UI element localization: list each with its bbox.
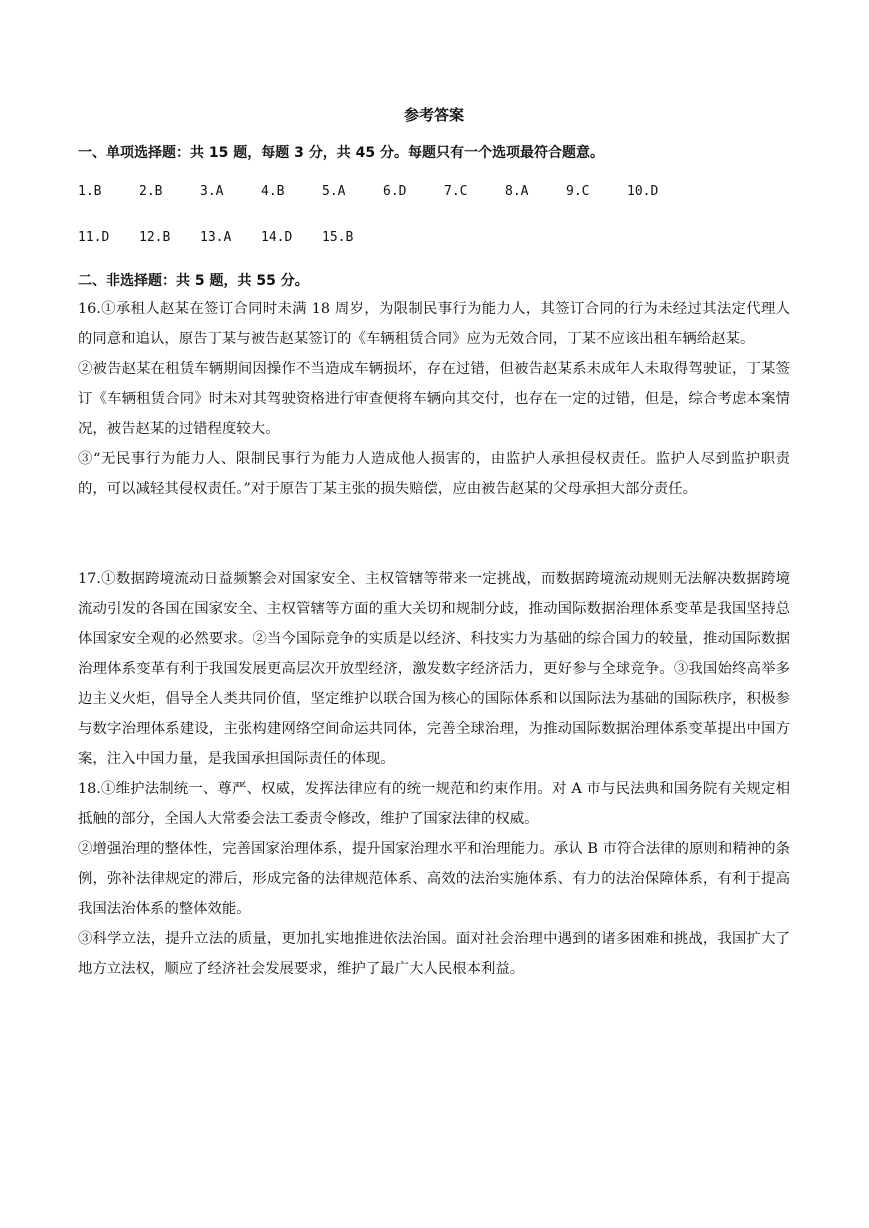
answer-item: 11.D [78,230,110,245]
question-18-paragraph-3: ③科学立法，提升立法的质量，更加扎实地推进依法治国。面对社会治理中遇到的诸多困难和挑战，我国扩大了地方立法权，顺应了经济社会发展要求，维护了最广大人民根本利益。 [78,931,790,977]
answer-item: 9.C [566,184,590,199]
answer-item: 14.D [261,230,293,245]
blank-spacer [78,504,790,564]
question-16-paragraph-3: ③“无民事行为能力人、限制民事行为能力人造成他人损害的，由监护人承担侵权责任。监护人尽到监护职责的，可以减轻其侵权责任。”对于原告丁某主张的损失赔偿，应由被告赵某的父母承担大部分责任。 [78,451,790,497]
answer-document [78,104,790,984]
question-16-paragraph-2: ②被告赵某在租赁车辆期间因操作不当造成车辆损坏，存在过错，但被告赵某系未成年人未取得驾驶证，丁某签订《车辆租赁合同》时未对其驾驶资格进行审查便将车辆向其交付，也存在一定的过错，但是，综合考虑本案情况，被告赵某的过错程度较大。 [78,361,790,437]
question-16-paragraph-1: 16.①承租人赵某在签订合同时未满 18 周岁，为限制民事行为能力人，其签订合同的行为未经过其法定代理人的同意和追认，原告丁某与被告赵某签订的《车辆租赁合同》应为无效合同，丁某不应该出租车辆给赵某。 [78,301,790,347]
answer-item: 4.B [261,184,285,199]
answer-item: 10.D [627,184,659,199]
page-title: 参考答案 [403,106,464,124]
answer-item: 1.B [78,184,102,199]
section-2-heading: 二、非选择题：共 5 题，共 55 分。 [78,273,309,289]
question-17-paragraph: 17.①数据跨境流动日益频繁会对国家安全、主权管辖等带来一定挑战，而数据跨境流动规则无法解决数据跨境流动引发的各国在国家安全、主权管辖等方面的重大关切和规制分歧，推动国际数据治理体系变革是我国坚持总体国家安全观的必然要求。②当今国际竞争的实质是以经济、科技实力为基础的综合国力的较量，推动国际数据治理体系变革有利于我国发展更高层次开放型经济，激发数字经济活力，更好参与全球竞争。③我国始终高举多边主义火炬，倡导全人类共同价值，坚定维护以联合国为核心的国际体系和以国际法为基础的国际秩序，积极参与数字治理体系建设，主张构建网络空间命运共同体，完善全球治理，为推动国际数据治理体系变革提出中国方案，注入中国力量，是我国承担国际责任的体现。 [78,571,790,767]
answer-item: 15.B [322,230,354,245]
answer-row-2 [78,228,790,248]
question-18-paragraph-2: ②增强治理的整体性，完善国家治理体系，提升国家治理水平和治理能力。承认 B 市符合法律的原则和精神的条例，弥补法律规定的滞后，形成完备的法律规范体系、高效的法治实施体系、有力的法治保障体系，有利于提高我国法治体系的整体效能。 [78,841,790,917]
answer-item: 8.A [505,184,529,199]
answer-item: 2.B [139,184,163,199]
question-18-paragraph-1: 18.①维护法制统一、尊严、权威，发挥法律应有的统一规范和约束作用。对 A 市与民法典和国务院有关规定相抵触的部分，全国人大常委会法工委责令修改，维护了国家法律的权威。 [78,781,790,827]
answer-row-1 [78,182,790,202]
answer-item: 6.D [383,184,407,199]
answer-item: 3.A [200,184,224,199]
section-1-heading: 一、单项选择题：共 15 题，每题 3 分，共 45 分。每题只有一个选项最符合题意。 [78,145,604,161]
answer-item: 5.A [322,184,346,199]
answer-item: 12.B [139,230,171,245]
answer-item: 13.A [200,230,232,245]
answer-item: 7.C [444,184,468,199]
